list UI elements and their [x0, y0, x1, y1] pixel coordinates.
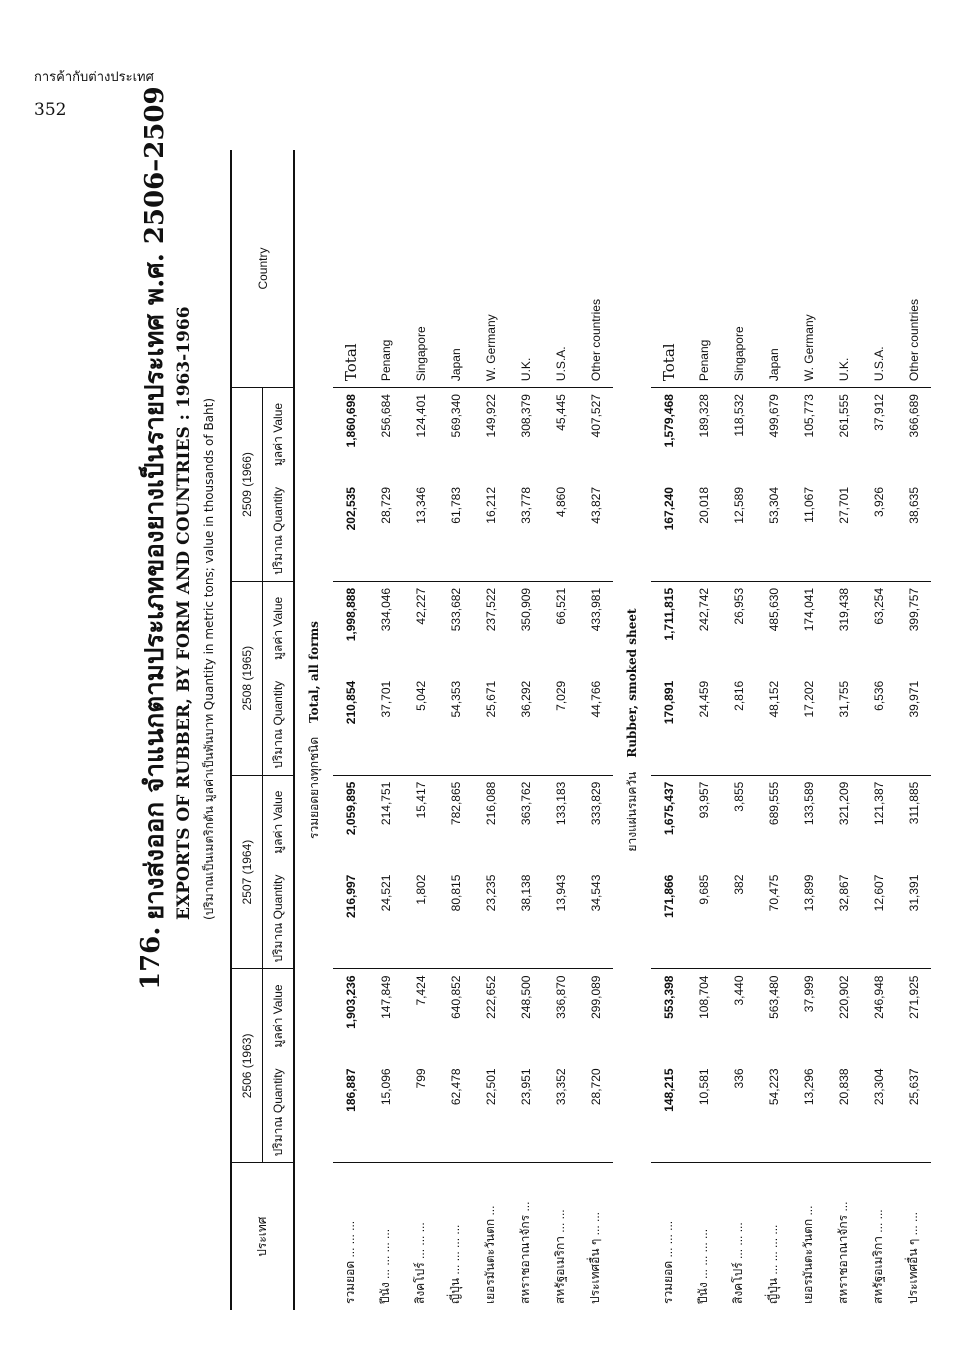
- quantity-cell: 186,887: [333, 1062, 368, 1162]
- country-name-english: Japan: [438, 150, 473, 388]
- quantity-cell: 13,346: [403, 481, 438, 581]
- value-cell: 407,527: [588, 394, 603, 438]
- country-name-thai: สหราชอาณาจักร ...: [518, 1201, 532, 1304]
- header-quantity: ปริมาณ Quantity: [263, 675, 295, 775]
- value-cell: 45,445: [553, 394, 568, 431]
- page-number: 352: [34, 100, 67, 120]
- quantity-cell: 13,296: [791, 1062, 826, 1162]
- value-cell: 1,860,698: [343, 394, 358, 448]
- section-title-thai: ยางแผ่นรมควัน: [624, 771, 639, 852]
- value-cell: 149,922: [483, 394, 498, 438]
- country-name-english: Penang: [686, 150, 721, 388]
- value-cell: 299,089: [588, 975, 603, 1019]
- country-name-thai: เยอรมันตะวันตก ...: [801, 1205, 815, 1304]
- table-row: [721, 150, 756, 1310]
- value-cell: 1,903,236: [343, 975, 358, 1029]
- header-value: มูลค่า Value: [263, 775, 295, 868]
- section-heading-row: [294, 150, 333, 1310]
- table-row: [686, 150, 721, 1310]
- running-header: การค้ากับต่างประเทศ: [34, 70, 154, 85]
- country-name-thai: ญี่ปุ่น ... ... ... ...: [766, 1224, 780, 1304]
- table-row: [861, 150, 896, 1310]
- country-name-thai: สิงคโปร์ ... ... ...: [731, 1222, 745, 1304]
- section-title-english: Total, all forms: [306, 621, 321, 723]
- table-row: [578, 150, 613, 1310]
- quantity-cell: 11,067: [791, 481, 826, 581]
- quantity-cell: 53,304: [756, 481, 791, 581]
- value-cell: 256,684: [378, 394, 393, 438]
- country-name-thai: สหรัฐอเมริกา ... ...: [553, 1209, 567, 1304]
- header-country-thai: ประเทศ: [231, 1163, 294, 1310]
- value-cell: 334,046: [378, 587, 393, 632]
- quantity-cell: 80,815: [438, 869, 473, 969]
- header-quantity: ปริมาณ Quantity: [263, 1062, 295, 1162]
- country-name-thai: ประเทศอื่น ๆ ... ...: [906, 1212, 920, 1304]
- value-cell: 689,555: [766, 781, 781, 826]
- quantity-cell: 2,816: [721, 675, 756, 775]
- table-row: [473, 150, 508, 1310]
- value-cell: 214,751: [378, 781, 393, 826]
- table-row: [368, 150, 403, 1310]
- quantity-cell: 202,535: [333, 481, 368, 581]
- header-year-2508: 2508 (1965): [231, 581, 263, 775]
- value-cell: 63,254: [871, 587, 886, 625]
- quantity-cell: 4,860: [543, 481, 578, 581]
- country-name-english: U.S.A.: [543, 150, 578, 388]
- value-cell: 499,679: [766, 394, 781, 438]
- quantity-cell: 171,866: [651, 869, 686, 969]
- value-cell: 108,704: [696, 975, 711, 1019]
- table-row: [508, 150, 543, 1310]
- table-row: [791, 150, 826, 1310]
- quantity-cell: 54,353: [438, 675, 473, 775]
- value-cell: 3,855: [731, 781, 746, 812]
- value-cell: 311,885: [906, 781, 921, 825]
- header-value: มูลค่า Value: [263, 969, 295, 1062]
- quantity-cell: 39,971: [896, 675, 931, 775]
- quantity-cell: 382: [721, 869, 756, 969]
- value-cell: 350,909: [518, 587, 533, 632]
- value-cell: 37,912: [871, 394, 886, 431]
- section-heading-row: [613, 150, 651, 1310]
- value-cell: 37,999: [801, 975, 816, 1013]
- quantity-cell: 12,607: [861, 869, 896, 969]
- table-row: [651, 150, 686, 1310]
- quantity-cell: 31,755: [826, 675, 861, 775]
- quantity-cell: 6,536: [861, 675, 896, 775]
- table-row: [403, 150, 438, 1310]
- table-row: [333, 150, 368, 1310]
- quantity-cell: 25,637: [896, 1062, 931, 1162]
- header-value: มูลค่า Value: [263, 388, 295, 481]
- value-cell: 133,183: [553, 781, 568, 826]
- quantity-cell: 28,720: [578, 1062, 613, 1162]
- quantity-cell: 23,235: [473, 869, 508, 969]
- value-cell: 93,957: [696, 781, 711, 819]
- value-cell: 222,652: [483, 975, 498, 1019]
- quantity-cell: 799: [403, 1062, 438, 1162]
- section-title-english: Rubber, smoked sheet: [624, 608, 639, 758]
- country-name-english: Singapore: [721, 150, 756, 388]
- header-year-2509: 2509 (1966): [231, 388, 263, 582]
- quantity-cell: 12,589: [721, 481, 756, 581]
- quantity-cell: 27,701: [826, 481, 861, 581]
- quantity-cell: 7,029: [543, 675, 578, 775]
- quantity-cell: 31,391: [896, 869, 931, 969]
- value-cell: 242,742: [696, 587, 711, 632]
- header-country-english: Country: [231, 150, 294, 388]
- value-cell: 399,757: [906, 587, 921, 632]
- value-cell: 147,849: [378, 975, 393, 1019]
- value-cell: 1,998,888: [343, 587, 358, 642]
- quantity-cell: 17,202: [791, 675, 826, 775]
- header-quantity: ปริมาณ Quantity: [263, 869, 295, 969]
- country-name-english: Total: [651, 150, 686, 388]
- value-cell: 1,711,815: [661, 587, 676, 641]
- quantity-cell: 38,138: [508, 869, 543, 969]
- quantity-cell: 210,854: [333, 675, 368, 775]
- country-name-thai: สหรัฐอเมริกา ... ...: [871, 1209, 885, 1304]
- value-cell: 321,209: [836, 781, 851, 826]
- quantity-cell: 32,867: [826, 869, 861, 969]
- value-cell: 366,689: [906, 394, 921, 438]
- quantity-cell: 20,838: [826, 1062, 861, 1162]
- header-quantity: ปริมาณ Quantity: [263, 481, 295, 581]
- value-cell: 15,417: [413, 781, 428, 819]
- quantity-cell: 148,215: [651, 1062, 686, 1162]
- quantity-cell: 336: [721, 1062, 756, 1162]
- value-cell: 118,532: [731, 394, 746, 437]
- table-title-english: EXPORTS OF RUBBER, BY FORM AND COUNTRIES : 1963-1966: [174, 306, 194, 920]
- value-cell: 133,589: [801, 781, 816, 826]
- value-cell: 563,480: [766, 975, 781, 1019]
- quantity-cell: 48,152: [756, 675, 791, 775]
- value-cell: 216,088: [483, 781, 498, 826]
- quantity-cell: 23,304: [861, 1062, 896, 1162]
- quantity-cell: 13,943: [543, 869, 578, 969]
- table-units-note: (ปริมาณเป็นเมตริกตัน มูลค่าเป็นพันบาท Quantity in metric tons; value in thousands of Baht): [202, 397, 216, 920]
- quantity-cell: 36,292: [508, 675, 543, 775]
- table-row: [896, 150, 931, 1310]
- quantity-cell: 37,701: [368, 675, 403, 775]
- value-cell: 1,675,437: [661, 781, 676, 836]
- country-name-thai: สหราชอาณาจักร ...: [836, 1201, 850, 1304]
- value-cell: 533,682: [448, 587, 463, 632]
- country-name-english: Total: [333, 150, 368, 388]
- value-cell: 26,953: [731, 587, 746, 625]
- header-year-2506: 2506 (1963): [231, 969, 263, 1163]
- value-cell: 237,522: [483, 587, 498, 632]
- quantity-cell: 3,926: [861, 481, 896, 581]
- country-name-english: Japan: [756, 150, 791, 388]
- quantity-cell: 22,501: [473, 1062, 508, 1162]
- value-cell: 248,500: [518, 975, 533, 1019]
- country-name-thai: ปีนัง ... ... ... ...: [696, 1228, 710, 1304]
- value-cell: 124,401: [413, 394, 428, 438]
- quantity-cell: 38,635: [896, 481, 931, 581]
- value-cell: 1,579,468: [661, 394, 676, 448]
- table-row: [543, 150, 578, 1310]
- quantity-cell: 24,459: [686, 675, 721, 775]
- quantity-cell: 167,240: [651, 481, 686, 581]
- quantity-cell: 10,581: [686, 1062, 721, 1162]
- header-value: มูลค่า Value: [263, 581, 295, 674]
- value-cell: 189,328: [696, 394, 711, 438]
- country-name-english: Other countries: [896, 150, 931, 388]
- quantity-cell: 62,478: [438, 1062, 473, 1162]
- value-cell: 66,521: [553, 587, 568, 625]
- country-name-english: U.K.: [508, 150, 543, 388]
- value-cell: 336,870: [553, 975, 568, 1019]
- quantity-cell: 61,783: [438, 481, 473, 581]
- value-cell: 271,925: [906, 975, 921, 1019]
- value-cell: 3,440: [731, 975, 746, 1006]
- value-cell: 261,555: [836, 394, 851, 438]
- quantity-cell: 15,096: [368, 1062, 403, 1162]
- value-cell: 640,852: [448, 975, 463, 1019]
- header-year-2507: 2507 (1964): [231, 775, 263, 969]
- value-cell: 174,041: [801, 587, 816, 632]
- country-name-english: Singapore: [403, 150, 438, 388]
- value-cell: 569,340: [448, 394, 463, 438]
- quantity-cell: 24,521: [368, 869, 403, 969]
- value-cell: 485,630: [766, 587, 781, 632]
- section-title-thai: รวมยอดยางทุกชนิด: [306, 736, 321, 839]
- quantity-cell: 5,042: [403, 675, 438, 775]
- rotated-table-page: [130, 86, 930, 1310]
- rubber-exports-table: [230, 150, 931, 1310]
- quantity-cell: 23,951: [508, 1062, 543, 1162]
- quantity-cell: 170,891: [651, 675, 686, 775]
- country-name-english: U.K.: [826, 150, 861, 388]
- country-name-english: W. Germany: [473, 150, 508, 388]
- quantity-cell: 28,729: [368, 481, 403, 581]
- quantity-cell: 54,223: [756, 1062, 791, 1162]
- country-name-thai: สิงคโปร์ ... ... ...: [413, 1222, 427, 1304]
- country-name-thai: ประเทศอื่น ๆ ... ...: [588, 1212, 602, 1304]
- value-cell: 433,981: [588, 587, 603, 632]
- value-cell: 220,902: [836, 975, 851, 1019]
- table-number: 176.: [136, 926, 166, 990]
- quantity-cell: 43,827: [578, 481, 613, 581]
- value-cell: 42,227: [413, 587, 428, 625]
- quantity-cell: 13,899: [791, 869, 826, 969]
- value-cell: 363,762: [518, 781, 533, 826]
- quantity-cell: 216,997: [333, 869, 368, 969]
- country-name-thai: ญี่ปุ่น ... ... ... ...: [448, 1224, 462, 1304]
- table-row: [756, 150, 791, 1310]
- country-name-english: Other countries: [578, 150, 613, 388]
- quantity-cell: 25,671: [473, 675, 508, 775]
- value-cell: 333,829: [588, 781, 603, 826]
- country-name-thai: รวมยอด ... ... ...: [343, 1220, 357, 1304]
- country-name-english: W. Germany: [791, 150, 826, 388]
- value-cell: 2,059,895: [343, 781, 358, 836]
- value-cell: 7,424: [413, 975, 428, 1006]
- value-cell: 319,438: [836, 587, 851, 632]
- table-title-thai: ยางส่งออก จำแนกตามประเภทของยางเป็นรายประเทศ พ.ศ. 2506–2509: [140, 86, 170, 920]
- quantity-cell: 70,475: [756, 869, 791, 969]
- value-cell: 308,379: [518, 394, 533, 438]
- value-cell: 121,387: [871, 781, 886, 826]
- quantity-cell: 1,802: [403, 869, 438, 969]
- value-cell: 782,865: [448, 781, 463, 826]
- quantity-cell: 34,543: [578, 869, 613, 969]
- country-name-thai: รวมยอด ... ... ...: [661, 1220, 675, 1304]
- value-cell: 553,398: [661, 975, 676, 1019]
- country-name-thai: ปีนัง ... ... ... ...: [378, 1228, 392, 1304]
- value-cell: 246,948: [871, 975, 886, 1019]
- quantity-cell: 9,685: [686, 869, 721, 969]
- table-row: [438, 150, 473, 1310]
- quantity-cell: 16,212: [473, 481, 508, 581]
- quantity-cell: 20,018: [686, 481, 721, 581]
- country-name-english: Penang: [368, 150, 403, 388]
- quantity-cell: 33,352: [543, 1062, 578, 1162]
- table-row: [826, 150, 861, 1310]
- value-cell: 105,773: [801, 394, 816, 438]
- quantity-cell: 33,778: [508, 481, 543, 581]
- country-name-thai: เยอรมันตะวันตก ...: [483, 1205, 497, 1304]
- country-name-english: U.S.A.: [861, 150, 896, 388]
- quantity-cell: 44,766: [578, 675, 613, 775]
